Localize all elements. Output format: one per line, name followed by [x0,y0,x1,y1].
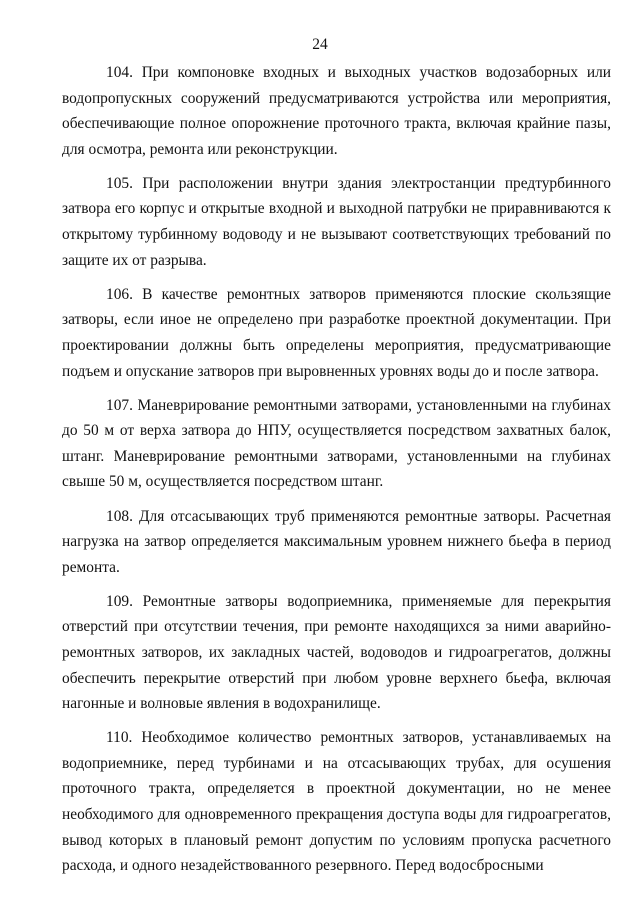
paragraph-107: 107. Маневрирование ремонтными затворами, установленными на глубинах до 50 м от верха затвора до НПУ, осуществляется посредством захватных балок, штанг. Маневрирование ремонтными затворами, установленными на глубинах свыше 50 м, осуществляется посредством штанг. [62,396,611,491]
paragraph-104: 104. При компоновке входных и выходных участков водозаборных или водопропускных сооружений предусматриваются устройства или мероприятия, обеспечивающие полное опорожнение проточного тракта, включая крайние пазы, для осмотра, ремонта или реконструкции. [62,64,611,158]
paragraph-110: 110. Необходимое количество ремонтных затворов, устанавливаемых на водоприемнике, перед турбинами и на отсасывающих трубах, для осушения проточного тракта, определяется в проектной документации, но не менее необходимого для одновременного прекращения доступа воды для гидроагрегатов, вывод которых в плановый ремонт допустим по условиям пропуска расчетного расхода, и одного незадействованного резервного. Перед водосбросными [62,729,611,875]
page-number: 24 [312,36,328,53]
paragraph-105: 105. При расположении внутри здания электростанции предтурбинного затвора его корпус и открытые входной и выходной патрубки не приравниваются к открытому турбинному водоводу и не вызывают соответствующих требований по защите их от разрыва. [62,174,611,269]
document-body [62,60,611,887]
paragraph-109: 109. Ремонтные затворы водоприемника, применяемые для перекрытия отверстий при отсутствии течения, при ремонте находящихся за ними аварийно-ремонтных затворов, их закладных частей, водоводов и гидроагрегатов, должны обеспечить перекрытие отверстий при любом уровне верхнего бьефа, включая нагонные и волновые явления в водохранилище. [62,592,611,713]
paragraph-108: 108. Для отсасывающих труб применяются ремонтные затворы. Расчетная нагрузка на затвор определяется максимальным уровнем нижнего бьефа в период ремонта. [62,507,611,576]
paragraph-106: 106. В качестве ремонтных затворов применяются плоские скользящие затворы, если иное не определено при разработке проектной документации. При проектировании должны быть определены мероприятия, предусматривающие подъем и опускание затворов при выровненных уровнях воды до и после затвора. [62,285,611,380]
